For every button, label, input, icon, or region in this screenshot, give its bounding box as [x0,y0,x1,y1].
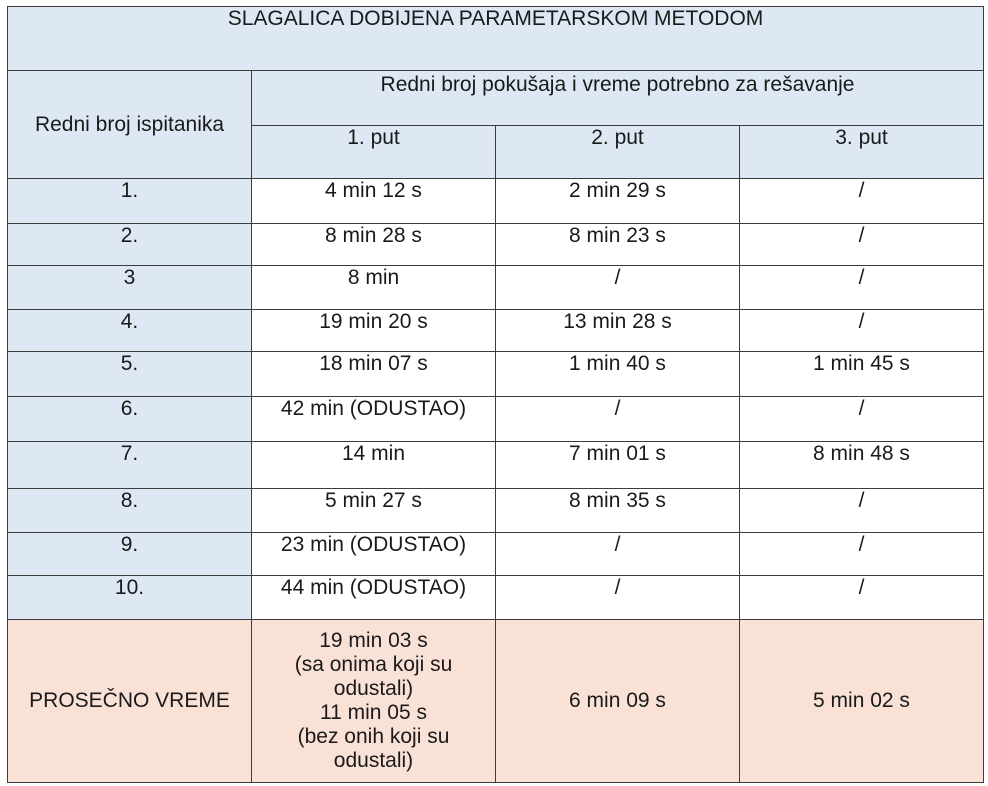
row-label: 1. [8,179,252,224]
row-label: 9. [8,533,252,576]
cell-attempt-2: / [496,397,740,442]
cell-attempt-1: 5 min 27 s [252,489,496,533]
row-label: 5. [8,352,252,397]
table-row [8,442,984,489]
table-row [8,397,984,442]
attempt-header-2: 2. put [496,126,740,179]
average-attempt-1 [252,620,496,783]
average-row [8,620,984,783]
table-row [8,179,984,224]
table-title: SLAGALICA DOBIJENA PARAMETARSKOM METODOM [8,7,984,71]
row-label: 4. [8,310,252,352]
average-attempt-2: 6 min 09 s [496,620,740,783]
table-row [8,224,984,266]
table-row [8,576,984,620]
cell-attempt-3: / [740,533,984,576]
cell-attempt-3: / [740,224,984,266]
cell-attempt-2: 8 min 35 s [496,489,740,533]
cell-attempt-3: / [740,576,984,620]
row-label: 7. [8,442,252,489]
cell-attempt-3: / [740,266,984,310]
cell-attempt-2: 7 min 01 s [496,442,740,489]
cell-attempt-1: 44 min (ODUSTAO) [252,576,496,620]
table-row [8,489,984,533]
cell-attempt-3: 1 min 45 s [740,352,984,397]
cell-attempt-2: / [496,266,740,310]
group-header: Redni broj pokušaja i vreme potrebno za rešavanje [252,71,984,126]
cell-attempt-2: 13 min 28 s [496,310,740,352]
cell-attempt-1: 18 min 07 s [252,352,496,397]
cell-attempt-2: / [496,576,740,620]
cell-attempt-2: 1 min 40 s [496,352,740,397]
cell-attempt-1: 8 min [252,266,496,310]
cell-attempt-3: / [740,397,984,442]
cell-attempt-3: 8 min 48 s [740,442,984,489]
average-line: odustali) [333,677,414,700]
results-table [7,6,984,783]
row-label: 8. [8,489,252,533]
average-line: (bez onih koji su [297,725,450,748]
cell-attempt-3: / [740,310,984,352]
table-row [8,310,984,352]
group-header-row [8,71,984,126]
average-line: 11 min 05 s [320,701,427,724]
attempt-header-3: 3. put [740,126,984,179]
table-row [8,266,984,310]
cell-attempt-2: / [496,533,740,576]
row-header-label: Redni broj ispitanika [8,71,252,179]
cell-attempt-1: 23 min (ODUSTAO) [252,533,496,576]
table-row [8,352,984,397]
row-label: 10. [8,576,252,620]
cell-attempt-1: 14 min [252,442,496,489]
cell-attempt-2: 8 min 23 s [496,224,740,266]
row-label: 3 [8,266,252,310]
title-row [8,7,984,71]
average-line: odustali) [333,749,414,772]
cell-attempt-3: / [740,179,984,224]
cell-attempt-1: 8 min 28 s [252,224,496,266]
average-line: (sa onima koji su [294,653,453,676]
cell-attempt-1: 42 min (ODUSTAO) [252,397,496,442]
attempt-header-1: 1. put [252,126,496,179]
row-label: 6. [8,397,252,442]
average-attempt-3: 5 min 02 s [740,620,984,783]
cell-attempt-1: 4 min 12 s [252,179,496,224]
average-line: 19 min 03 s [319,629,428,652]
row-label: 2. [8,224,252,266]
table-row [8,533,984,576]
cell-attempt-2: 2 min 29 s [496,179,740,224]
cell-attempt-1: 19 min 20 s [252,310,496,352]
average-label: PROSEČNO VREME [8,620,252,783]
cell-attempt-3: / [740,489,984,533]
